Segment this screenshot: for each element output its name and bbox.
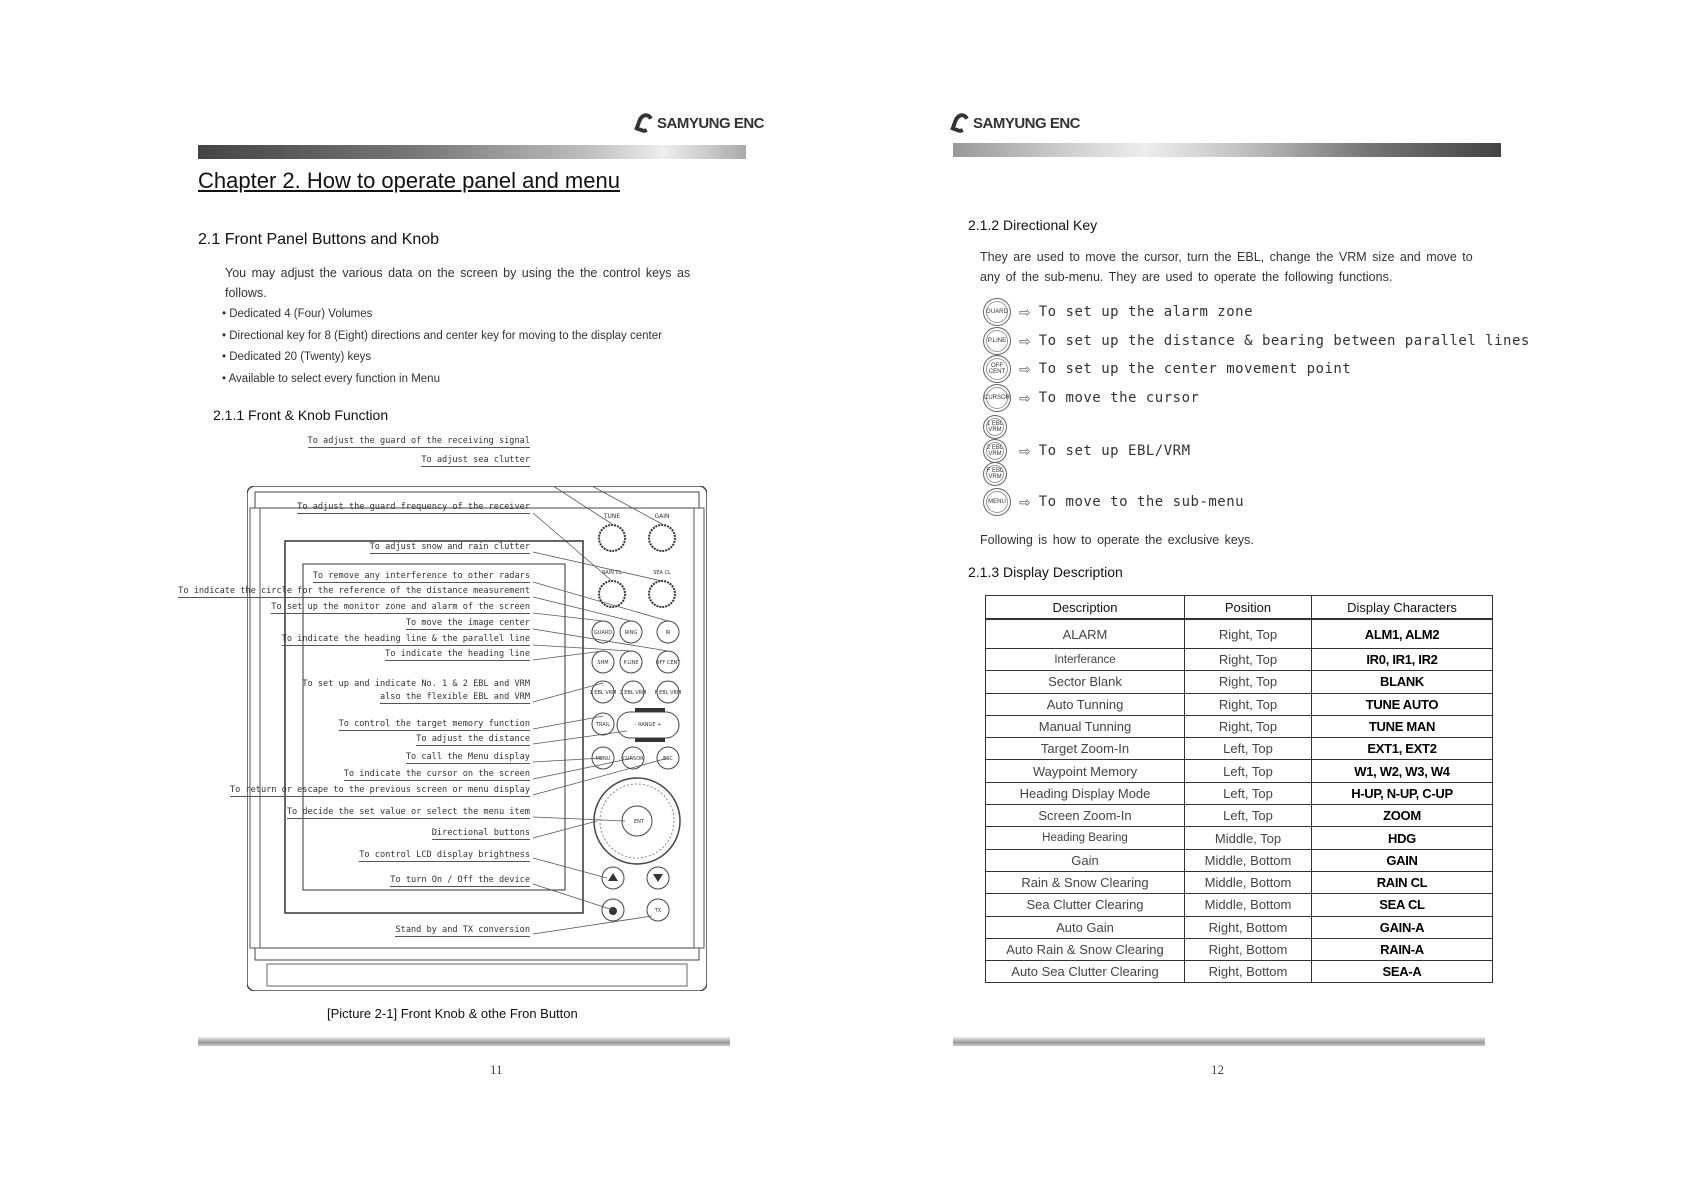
callout-power: To turn On / Off the device [390, 875, 530, 885]
table-row [986, 871, 1493, 893]
arrow-icon: ⇨ [1019, 493, 1031, 510]
cell-position: Left, Top [1185, 738, 1312, 760]
guard-key-icon: GUARD [983, 298, 1011, 326]
footer-bar [953, 1037, 1485, 1046]
header-position: Position [1185, 596, 1312, 620]
cell-display-characters: BLANK [1312, 671, 1493, 693]
table-row [986, 938, 1493, 960]
table-row [986, 619, 1493, 649]
table-row [986, 693, 1493, 715]
callout-interference: To remove any interference to other radars [312, 571, 530, 581]
cell-display-characters: RAIN CL [1312, 871, 1493, 893]
figure-caption: [Picture 2-1] Front Knob & othe Fron Button [327, 1006, 578, 1021]
tx-label: TX [654, 908, 662, 914]
arrow-icon: ⇨ [1019, 332, 1031, 349]
cell-display-characters: EXT1, EXT2 [1312, 738, 1493, 760]
callout-flexible-ebl: also the flexible EBL and VRM [379, 692, 530, 702]
table-row [986, 782, 1493, 804]
table-row [986, 894, 1493, 916]
bullet-item: • Dedicated 4 (Four) Volumes [222, 308, 662, 330]
cell-description: Gain [986, 849, 1185, 871]
cell-position: Right, Bottom [1185, 938, 1312, 960]
header-bar [953, 143, 1501, 157]
off-cent-button[interactable] [656, 651, 682, 673]
callout-target-memory: To control the target memory function [338, 719, 530, 729]
cell-description: Auto Tunning [986, 693, 1185, 715]
ebl-vrm-1-key-icon: 1 EBL VRM [983, 415, 1007, 439]
cell-position: Right, Bottom [1185, 916, 1312, 938]
cell-description: Rain & Snow Clearing [986, 871, 1185, 893]
ir-button[interactable] [657, 621, 679, 643]
ring-label: RING [624, 630, 638, 636]
ebl-vrm-2-label: 2 EBL VRM [619, 690, 647, 696]
guard-label: GUARD [593, 630, 613, 636]
table-header-row [986, 596, 1493, 620]
trail-label: TRAIL [595, 722, 611, 728]
callout-escape: To return or escape to the previous screen or menu display [229, 785, 530, 795]
tx-button[interactable] [647, 899, 669, 921]
callout-enter: To decide the set value or select the menu item [286, 807, 530, 817]
rain-cl-label: RAIN CL [602, 570, 622, 576]
section-title: 2.1 Front Panel Buttons and Knob [198, 231, 440, 248]
ir-label: IR [665, 630, 671, 636]
samyung-logo-icon [950, 111, 972, 135]
cell-position: Left, Top [1185, 760, 1312, 782]
key-row-p-line [983, 327, 1530, 355]
cell-description: Manual Tunning [986, 715, 1185, 737]
key-row-ebl-vrm-2 [983, 439, 1191, 463]
p-line-button[interactable] [620, 651, 642, 673]
cell-description: Waypoint Memory [986, 760, 1185, 782]
cell-position: Right, Top [1185, 715, 1312, 737]
key-description: To set up the distance & bearing between parallel lines [1038, 333, 1530, 349]
cell-position: Middle, Top [1185, 827, 1312, 849]
callout-range: To adjust the distance [416, 734, 530, 744]
page-number: 12 [1211, 1062, 1224, 1077]
cell-display-characters: ALM1, ALM2 [1312, 619, 1493, 649]
key-description: To set up the alarm zone [1038, 304, 1254, 320]
callout-brightness: To control LCD display brightness [359, 850, 530, 860]
chapter-title: Chapter 2. How to operate panel and menu [198, 168, 620, 193]
page-number: 11 [490, 1062, 503, 1077]
cell-display-characters: HDG [1312, 827, 1493, 849]
header-description: Description [986, 596, 1185, 620]
following-text: Following is how to operate the exclusive keys. [980, 533, 1254, 547]
cell-display-characters: RAIN-A [1312, 938, 1493, 960]
cell-display-characters: SEA-A [1312, 961, 1493, 983]
knob-sea-cl[interactable] [649, 570, 675, 607]
callout-heading-line: To indicate the heading line [385, 649, 530, 659]
cell-description: ALARM [986, 619, 1185, 649]
ebl-vrm-f-label: F EBL VRM [654, 690, 682, 696]
cell-display-characters: W1, W2, W3, W4 [1312, 760, 1493, 782]
cell-description: Heading Display Mode [986, 782, 1185, 804]
cell-display-characters: GAIN [1312, 849, 1493, 871]
range-rocker[interactable] [617, 708, 679, 742]
logo-text: SAMYUNG ENC [657, 114, 765, 132]
gain-label: GAIN [654, 513, 670, 520]
knob-rain-cl[interactable] [599, 570, 625, 607]
cursor-key-icon: CURSOR [983, 384, 1011, 412]
shm-label: SHM [597, 660, 609, 666]
table-row [986, 715, 1493, 737]
directional-pad[interactable] [594, 778, 680, 864]
ebl-vrm-2-button[interactable] [620, 681, 647, 703]
cell-position: Right, Bottom [1185, 961, 1312, 983]
ebl-vrm-1-button[interactable] [590, 681, 617, 703]
bullet-item: • Directional key for 8 (Eight) directions and center key for moving to the display center [222, 330, 662, 352]
key-row-guard [983, 298, 1253, 326]
p-line-key-icon: P.LINE [983, 327, 1011, 355]
tune-label: TUNE [603, 513, 621, 520]
header-bar [198, 145, 746, 159]
display-description-table [985, 595, 1493, 983]
key-row-cursor [983, 384, 1199, 412]
callout-off-center: To move the image center [405, 618, 530, 628]
cell-description: Heading Bearing [986, 827, 1185, 849]
cell-display-characters: GAIN-A [1312, 916, 1493, 938]
footer-bar [198, 1037, 730, 1046]
callout-directional: Directional buttons [431, 828, 530, 838]
brightness-down-button[interactable] [602, 867, 624, 889]
arrow-icon: ⇨ [1019, 360, 1031, 377]
ebl-vrm-f-button[interactable] [655, 681, 682, 703]
section-title: 2.1.2 Directional Key [968, 217, 1098, 233]
cell-description: Auto Sea Clutter Clearing [986, 961, 1185, 983]
table-row [986, 805, 1493, 827]
bullet-item: • Available to select every function in Menu [222, 373, 662, 395]
cell-description: Interferance [986, 649, 1185, 671]
ebl-vrm-f-key-icon: F EBL VRM [983, 462, 1007, 486]
arrow-icon: ⇨ [1019, 442, 1031, 459]
key-description: To move to the sub-menu [1038, 494, 1245, 510]
cell-display-characters: TUNE AUTO [1312, 693, 1493, 715]
bullet-item: • Dedicated 20 (Twenty) keys [222, 351, 662, 373]
cell-display-characters: IR0, IR1, IR2 [1312, 649, 1493, 671]
table-row [986, 760, 1493, 782]
table-row [986, 916, 1493, 938]
key-description: To move the cursor [1038, 390, 1200, 406]
knob-tune[interactable] [599, 513, 625, 551]
esc-label: ESC [663, 756, 673, 762]
callout-parallel-line: To indicate the heading line & the parallel line [281, 634, 530, 644]
cell-description: Auto Gain [986, 916, 1185, 938]
callout-guard-zone: To set up the monitor zone and alarm of the screen [271, 602, 530, 612]
cell-position: Right, Top [1185, 619, 1312, 649]
guard-button[interactable] [592, 621, 614, 643]
callout-range-ring: To indicate the circle for the reference of the distance measurement [178, 586, 530, 596]
table-row [986, 849, 1493, 871]
callout-tx: Stand by and TX conversion [395, 925, 530, 935]
menu-label: MENU [595, 756, 611, 762]
cell-description: Sector Blank [986, 671, 1185, 693]
key-row-off-cent [983, 355, 1351, 383]
ring-button[interactable] [620, 621, 642, 643]
key-description: To set up EBL/VRM [1038, 443, 1191, 459]
cell-position: Left, Top [1185, 782, 1312, 804]
cell-position: Left, Top [1185, 805, 1312, 827]
table-title: 2.1.3 Display Description [968, 564, 1123, 580]
key-row-menu [983, 488, 1244, 516]
cell-display-characters: H-UP, N-UP, C-UP [1312, 782, 1493, 804]
cell-description: Target Zoom-In [986, 738, 1185, 760]
callout-guard-signal: To adjust the guard of the receiving signal [307, 436, 530, 446]
cell-display-characters: ZOOM [1312, 805, 1493, 827]
callout-ebl-vrm: To set up and indicate No. 1 & 2 EBL and VRM [302, 679, 530, 689]
table-row [986, 961, 1493, 983]
feature-bullets [222, 308, 662, 395]
off-cent-key-icon: OFF CENT [983, 355, 1011, 383]
cell-position: Middle, Bottom [1185, 849, 1312, 871]
callout-sea-clutter: To adjust sea clutter [421, 455, 530, 465]
header-display-characters: Display Characters [1312, 596, 1493, 620]
key-row-ebl-vrm-1 [983, 415, 1007, 439]
shm-button[interactable] [592, 651, 614, 673]
cell-position: Right, Top [1185, 693, 1312, 715]
table-row [986, 827, 1493, 849]
cell-description: Auto Rain & Snow Clearing [986, 938, 1185, 960]
ent-label: ENT [634, 819, 644, 825]
p-line-label: P.LINE [623, 660, 639, 666]
ebl-vrm-1-label: 1 EBL VRM [589, 690, 617, 696]
cell-position: Right, Top [1185, 671, 1312, 693]
cell-position: Right, Top [1185, 649, 1312, 671]
cell-description: Screen Zoom-In [986, 805, 1185, 827]
callout-guard-frequency: To adjust the guard frequency of the receiver [297, 502, 530, 512]
cell-display-characters: TUNE MAN [1312, 715, 1493, 737]
key-row-ebl-vrm-f [983, 462, 1007, 486]
table-row [986, 738, 1493, 760]
arrow-icon: ⇨ [1019, 303, 1031, 320]
cell-position: Middle, Bottom [1185, 871, 1312, 893]
samyung-logo [637, 113, 764, 133]
intro-paragraph: You may adjust the various data on the screen by using the the control keys as follows. [225, 266, 691, 300]
left-page [0, 0, 840, 1192]
table-row [986, 671, 1493, 693]
arrow-icon: ⇨ [1019, 389, 1031, 406]
brightness-up-button[interactable] [647, 867, 669, 889]
subsection-title: 2.1.1 Front & Knob Function [213, 407, 389, 423]
table-row [986, 649, 1493, 671]
cell-position: Middle, Bottom [1185, 894, 1312, 916]
sea-cl-label: SEA CL [653, 570, 671, 576]
callout-menu: To call the Menu display [405, 752, 530, 762]
intro-paragraph: They are used to move the cursor, turn the EBL, change the VRM size and move to any of the sub-menu. They are used to operate the following functions. [980, 250, 1473, 284]
samyung-logo [953, 113, 1080, 133]
logo-text: SAMYUNG ENC [973, 114, 1081, 132]
ebl-vrm-2-key-icon: 2 EBL VRM [983, 439, 1007, 463]
key-description: To set up the center movement point [1038, 361, 1352, 377]
menu-key-icon: MENU [983, 488, 1011, 516]
off-cent-label: OFF CENT [655, 660, 681, 666]
cell-description: Sea Clutter Clearing [986, 894, 1185, 916]
callout-cursor: To indicate the cursor on the screen [343, 769, 530, 779]
range-label: - RANGE + [634, 722, 662, 728]
callout-rain-clutter: To adjust snow and rain clutter [369, 542, 530, 552]
cell-display-characters: SEA CL [1312, 894, 1493, 916]
samyung-logo-icon [634, 111, 656, 135]
cursor-label: CURSOR [622, 756, 644, 762]
